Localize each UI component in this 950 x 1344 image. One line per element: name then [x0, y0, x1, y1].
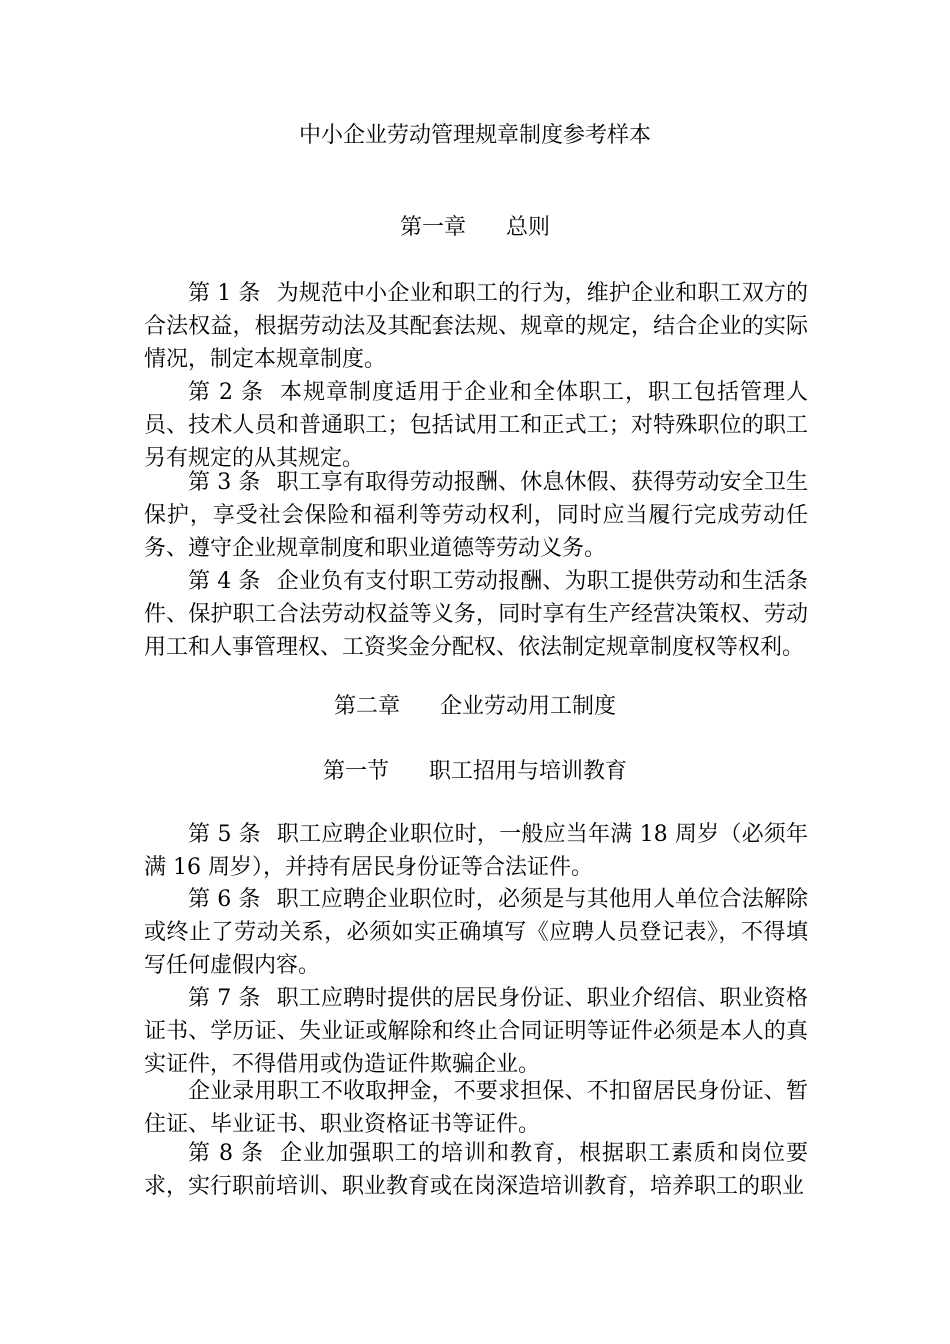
article-text: 职工应聘企业职位时，一般应当年满 18 周岁（必须年满 16 周岁），并持有居民身份证等合法证件。: [144, 822, 809, 880]
article-text: 职工应聘企业职位时，必须是与其他用人单位合法解除或终止了劳动关系，必须如实正确填写《应聘人员登记表》，不得填写任何虚假内容。: [144, 887, 808, 978]
article-text: 职工应聘时提供的居民身份证、职业介绍信、职业资格证书、学历证、失业证或解除和终止合同证明等证件必须是本人的真实证件，不得借用或伪造证件欺骗企业。: [144, 986, 808, 1077]
article-number: 第 1 条: [188, 281, 261, 306]
article-text: 职工享有取得劳动报酬、休息休假、获得劳动安全卫生保护，享受社会保险和福利等劳动权利，同时应当履行完成劳动任务、遵守企业规章制度和职业道德等劳动义务。: [144, 470, 808, 561]
chapter-name: 总则: [506, 215, 551, 240]
chapter-number: 第二章: [333, 694, 400, 719]
article-text: 企业加强职工的培训和教育，根据职工素质和岗位要求，实行职前培训、职业教育或在岗深造培训教育，培养职工的职业: [144, 1141, 808, 1199]
article-number: 第 4 条: [188, 569, 261, 594]
chapter-heading-1: [0, 212, 950, 244]
section-number: 第一节: [322, 759, 389, 784]
article-3: [144, 466, 808, 565]
article-text: 本规章制度适用于企业和全体职工，职工包括管理人员、技术人员和普通职工；包括试用工和正式工；对特殊职位的职工另有规定的从其规定。: [144, 380, 808, 471]
article-6: [144, 883, 808, 982]
article-number: 第 6 条: [188, 887, 261, 912]
document-title: 中小企业劳动管理规章制度参考样本: [298, 123, 651, 148]
article-2: [144, 376, 808, 475]
article-7: [144, 982, 808, 1081]
article-number: 第 7 条: [188, 986, 261, 1011]
article-text: 企业录用职工不收取押金，不要求担保、不扣留居民身份证、暂住证、毕业证书、职业资格证书等证件。: [144, 1079, 808, 1137]
article-number: 第 8 条: [188, 1141, 264, 1166]
chapter-number: 第一章: [399, 215, 466, 240]
article-number: 第 3 条: [188, 470, 261, 495]
section-heading-1: [0, 756, 950, 788]
article-text: 企业负有支付职工劳动报酬、为职工提供劳动和生活条件、保护职工合法劳动权益等义务，同时享有生产经营决策权、劳动用工和人事管理权、工资奖金分配权、依法制定规章制度权等权利。: [144, 569, 808, 660]
article-8: [144, 1137, 808, 1203]
chapter-name: 企业劳动用工制度: [440, 694, 617, 719]
chapter-heading-2: [0, 691, 950, 723]
article-1: [144, 277, 808, 376]
article-number: 第 5 条: [188, 822, 261, 847]
article-7-paragraph-2: [144, 1075, 808, 1141]
article-number: 第 2 条: [188, 380, 264, 405]
article-5: [144, 818, 808, 884]
section-name: 职工招用与培训教育: [429, 759, 628, 784]
article-4: [144, 565, 808, 664]
article-text: 为规范中小企业和职工的行为，维护企业和职工双方的合法权益，根据劳动法及其配套法规、规章的规定，结合企业的实际情况，制定本规章制度。: [144, 281, 808, 372]
